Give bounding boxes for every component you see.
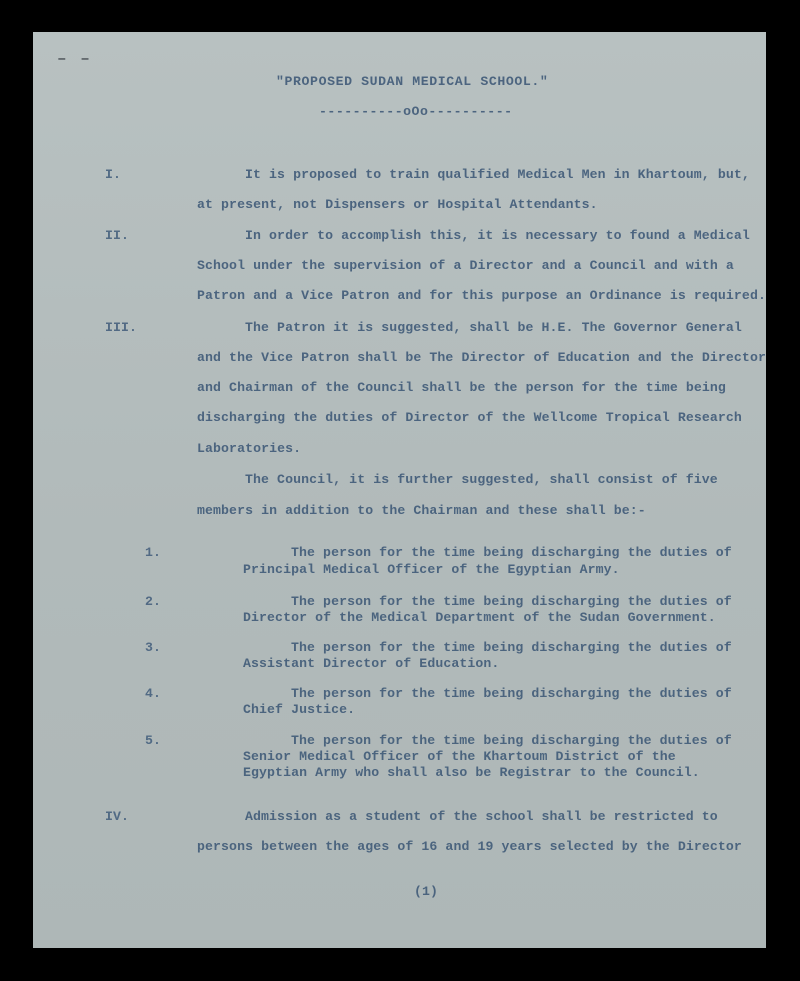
- council-member-line: Senior Medical Officer of the Khartoum District of the: [243, 749, 676, 764]
- paragraph-line: and Chairman of the Council shall be the person for the time being: [197, 380, 726, 395]
- paragraph-line: persons between the ages of 16 and 19 years selected by the Director: [197, 839, 742, 854]
- council-member-number: 3.: [145, 640, 162, 655]
- council-member-number: 5.: [145, 733, 162, 748]
- council-member-line: The person for the time being discharging the duties of: [291, 640, 732, 655]
- document-page: [33, 32, 766, 948]
- council-member-line: The person for the time being discharging the duties of: [291, 594, 732, 609]
- paragraph-line: Admission as a student of the school shall be restricted to: [245, 809, 718, 824]
- council-member-line: The person for the time being discharging the duties of: [291, 686, 732, 701]
- binding-mark: ‒ ‒: [57, 50, 92, 68]
- paragraph-line: School under the supervision of a Director and a Council and with a: [197, 258, 734, 273]
- document-title: "PROPOSED SUDAN MEDICAL SCHOOL.": [276, 74, 549, 89]
- council-member-line: Assistant Director of Education.: [243, 656, 500, 671]
- council-member-number: 1.: [145, 545, 162, 560]
- paragraph-line: The Council, it is further suggested, shall consist of five: [245, 472, 718, 487]
- paragraph-line: at present, not Dispensers or Hospital Attendants.: [197, 197, 598, 212]
- section-numeral: I.: [105, 167, 122, 182]
- council-member-line: Principal Medical Officer of the Egyptian Army.: [243, 562, 620, 577]
- paragraph-line: members in addition to the Chairman and these shall be:-: [197, 503, 646, 518]
- page-number: (1): [414, 884, 439, 899]
- paragraph-line: In order to accomplish this, it is necessary to found a Medical: [245, 228, 750, 243]
- council-member-line: The person for the time being discharging the duties of: [291, 545, 732, 560]
- council-member-line: The person for the time being discharging the duties of: [291, 733, 732, 748]
- paragraph-line: The Patron it is suggested, shall be H.E. The Governor General: [245, 320, 742, 335]
- council-member-line: Egyptian Army who shall also be Registrar to the Council.: [243, 765, 700, 780]
- council-member-number: 4.: [145, 686, 162, 701]
- council-member-line: Chief Justice.: [243, 702, 356, 717]
- council-member-number: 2.: [145, 594, 162, 609]
- section-numeral: IV.: [105, 809, 130, 824]
- section-numeral: III.: [105, 320, 138, 335]
- paragraph-line: It is proposed to train qualified Medical Men in Khartoum, but,: [245, 167, 750, 182]
- paragraph-line: Patron and a Vice Patron and for this purpose an Ordinance is required.: [197, 288, 766, 303]
- paragraph-line: and the Vice Patron shall be The Director of Education and the Director: [197, 350, 766, 365]
- title-divider: ----------oOo----------: [319, 104, 513, 119]
- paragraph-line: Laboratories.: [197, 441, 302, 456]
- section-numeral: II.: [105, 228, 130, 243]
- paragraph-line: discharging the duties of Director of the Wellcome Tropical Research: [197, 410, 742, 425]
- council-member-line: Director of the Medical Department of the Sudan Government.: [243, 610, 716, 625]
